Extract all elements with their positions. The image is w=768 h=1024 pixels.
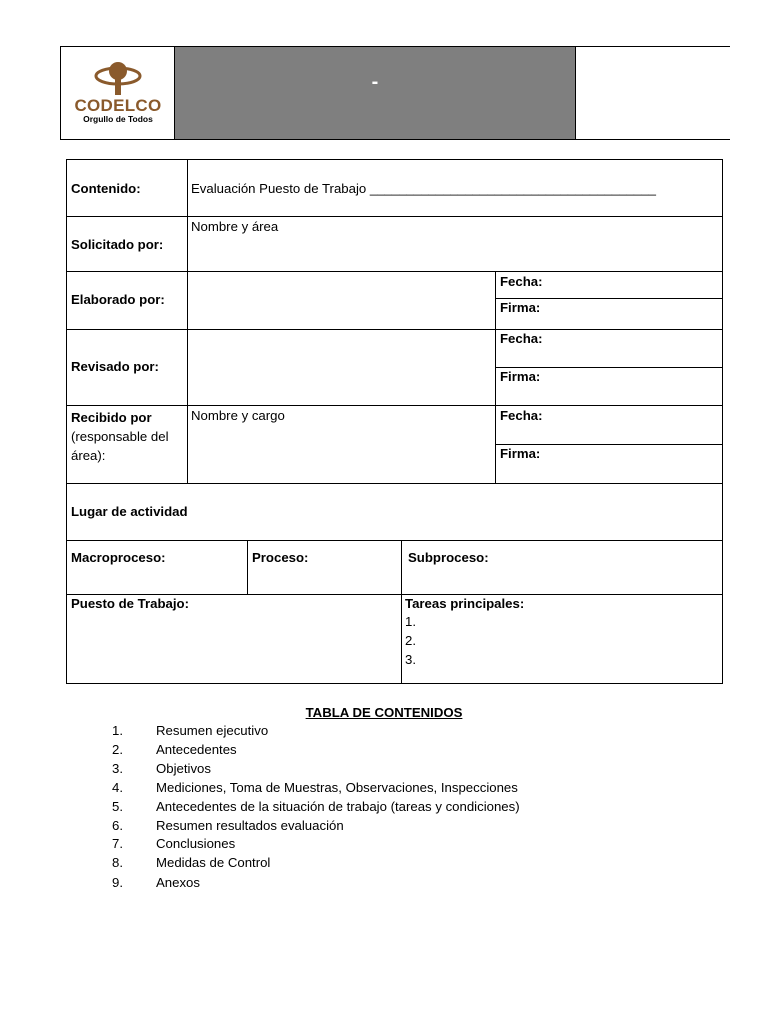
logo-cell bbox=[61, 47, 175, 139]
toc-item-text: Resumen ejecutivo bbox=[156, 723, 269, 738]
toc-item-text: Antecedentes bbox=[156, 742, 237, 757]
document-code-cell bbox=[576, 47, 730, 139]
proceso-label: Proceso: bbox=[252, 550, 309, 565]
toc-item-number: 9. bbox=[112, 875, 123, 890]
revisado-fecha-label: Fecha: bbox=[500, 331, 543, 346]
toc-item-number: 7. bbox=[112, 836, 123, 851]
tarea-item: 1. bbox=[405, 614, 416, 629]
tarea-item: 2. bbox=[405, 633, 416, 648]
elaborado-firma-label: Firma: bbox=[500, 300, 541, 315]
row-divider bbox=[66, 483, 723, 484]
contenido-value[interactable]: Evaluación Puesto de Trabajo _______________________________________ bbox=[191, 181, 656, 196]
toc-item-text: Antecedentes de la situación de trabajo (tareas y condiciones) bbox=[156, 799, 520, 814]
column-divider bbox=[247, 540, 248, 594]
document-header bbox=[60, 46, 730, 140]
column-divider bbox=[495, 271, 496, 483]
column-divider bbox=[187, 159, 188, 483]
toc-item-number: 1. bbox=[112, 723, 123, 738]
toc-item-text: Medidas de Control bbox=[156, 855, 271, 870]
row-divider bbox=[66, 271, 723, 272]
toc-item-text: Objetivos bbox=[156, 761, 211, 776]
recibido-fecha-label: Fecha: bbox=[500, 408, 543, 423]
contenido-label: Contenido: bbox=[71, 181, 141, 196]
column-divider bbox=[401, 540, 402, 684]
elaborado-field[interactable] bbox=[191, 274, 491, 326]
puesto-label: Puesto de Trabajo: bbox=[71, 596, 189, 611]
row-divider bbox=[66, 540, 723, 541]
subproceso-label: Subproceso: bbox=[408, 550, 489, 565]
document-title: - bbox=[175, 47, 576, 139]
row-divider bbox=[66, 329, 723, 330]
logo-tagline: Orgullo de Todos bbox=[83, 114, 153, 124]
logo-name: CODELCO bbox=[74, 96, 162, 115]
codelco-logo-icon bbox=[93, 59, 143, 97]
toc-item-number: 3. bbox=[112, 761, 123, 776]
toc-item-number: 5. bbox=[112, 799, 123, 814]
row-divider bbox=[66, 216, 723, 217]
toc-item-text: Anexos bbox=[156, 875, 200, 890]
recibido-label bbox=[71, 408, 183, 465]
revisado-field[interactable] bbox=[191, 332, 491, 402]
solicitado-value[interactable]: Nombre y área bbox=[191, 219, 279, 234]
toc-item-text: Resumen resultados evaluación bbox=[156, 818, 344, 833]
row-divider bbox=[495, 444, 723, 445]
recibido-label-bold: Recibido por bbox=[71, 410, 152, 425]
solicitado-label: Solicitado por: bbox=[71, 237, 164, 252]
toc-item-number: 4. bbox=[112, 780, 123, 795]
recibido-label-rest: (responsable del área): bbox=[71, 429, 169, 463]
row-divider bbox=[495, 367, 723, 368]
toc-title: TABLA DE CONTENIDOS bbox=[305, 705, 463, 720]
revisado-firma-label: Firma: bbox=[500, 369, 541, 384]
row-divider bbox=[66, 594, 723, 595]
macroproceso-label: Macroproceso: bbox=[71, 550, 166, 565]
toc-item-number: 2. bbox=[112, 742, 123, 757]
toc-item-text: Mediciones, Toma de Muestras, Observaciones, Inspecciones bbox=[156, 780, 518, 795]
row-divider bbox=[66, 405, 723, 406]
recibido-value[interactable]: Nombre y cargo bbox=[191, 408, 285, 423]
toc-item-number: 6. bbox=[112, 818, 123, 833]
revisado-label: Revisado por: bbox=[71, 359, 159, 374]
toc-item-number: 8. bbox=[112, 855, 123, 870]
elaborado-fecha-label: Fecha: bbox=[500, 274, 543, 289]
tareas-label: Tareas principales: bbox=[405, 596, 525, 611]
elaborado-label: Elaborado por: bbox=[71, 292, 165, 307]
recibido-firma-label: Firma: bbox=[500, 446, 541, 461]
tarea-item: 3. bbox=[405, 652, 416, 667]
lugar-label: Lugar de actividad bbox=[71, 504, 188, 519]
toc-item-text: Conclusiones bbox=[156, 836, 236, 851]
row-divider bbox=[495, 298, 723, 299]
